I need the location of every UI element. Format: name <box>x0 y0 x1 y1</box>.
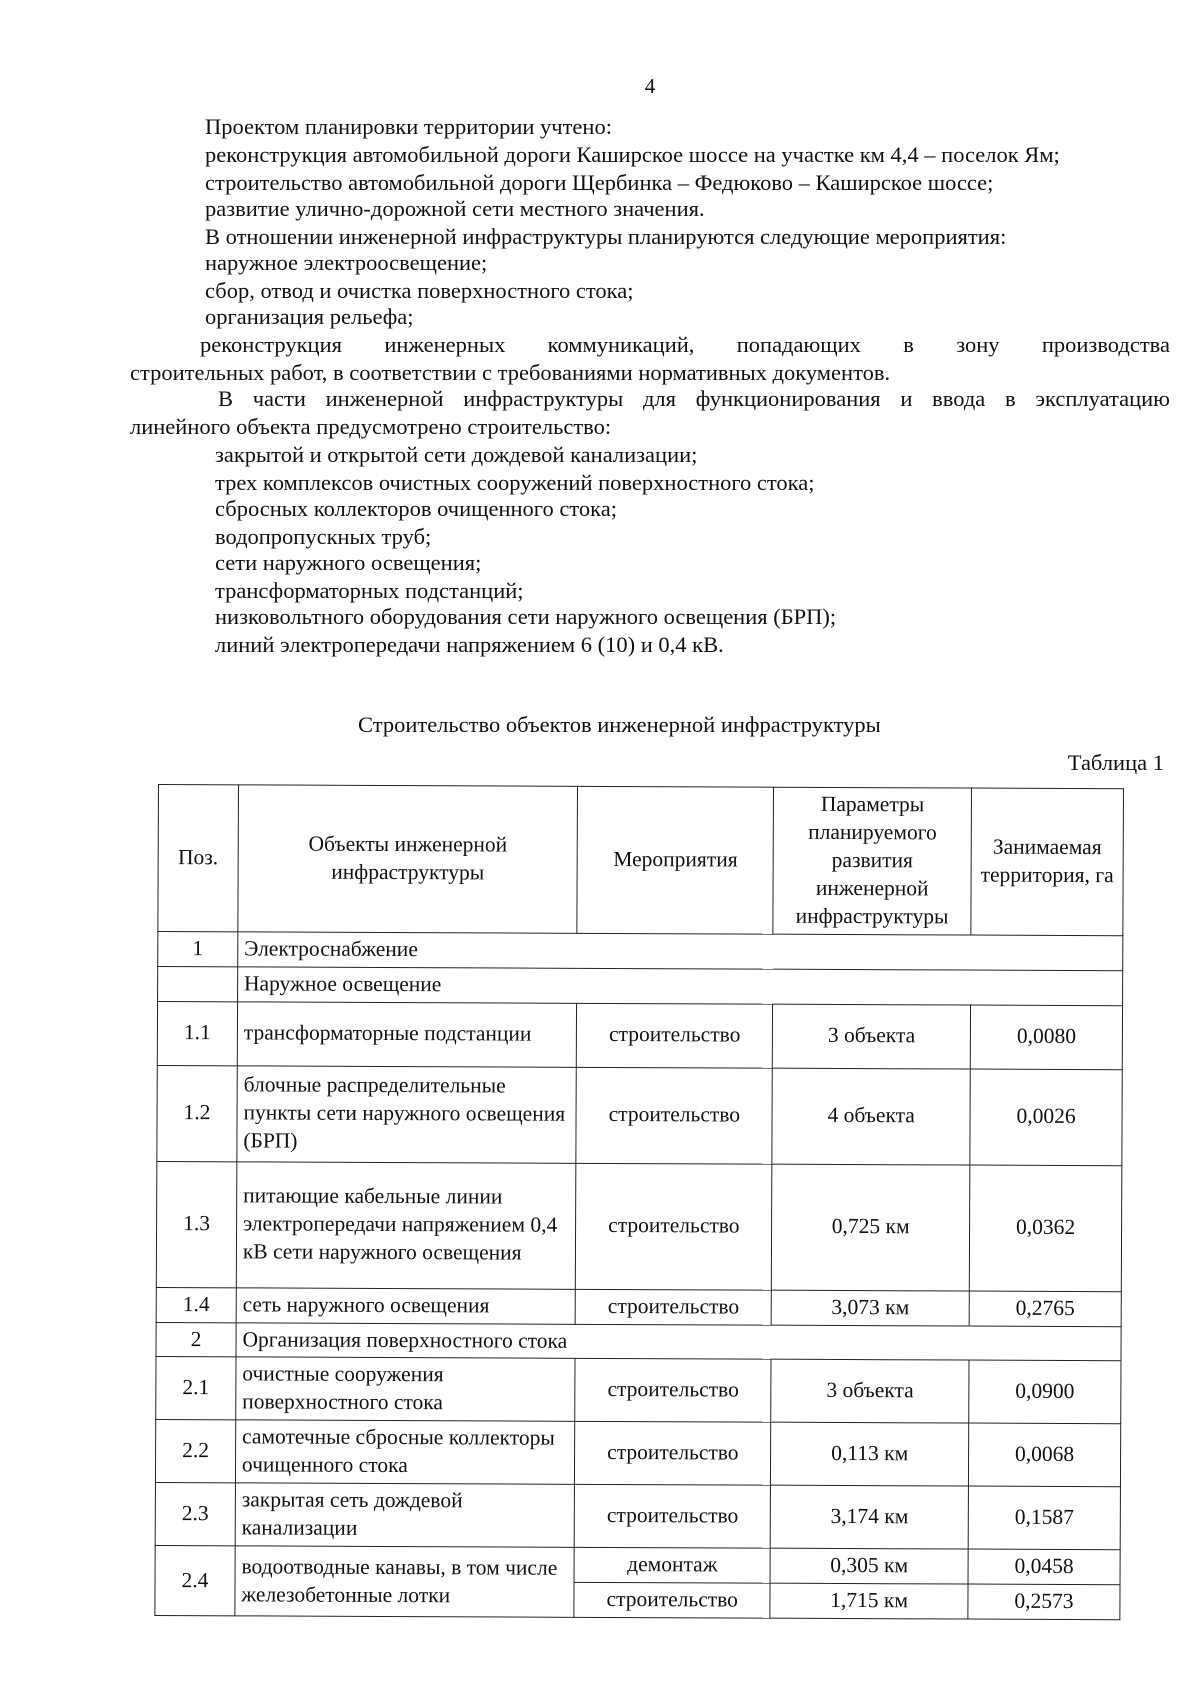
list-item: сети наружного освещения; <box>215 550 482 575</box>
cell-measure: строительство <box>575 1422 771 1486</box>
cell-measure: строительство <box>576 1067 772 1164</box>
table-row <box>155 1546 1120 1585</box>
cell-param: 3 объекта <box>772 1004 970 1069</box>
paragraph-line: линейного объекта предусмотрено строительство: <box>130 414 612 439</box>
word: ввода <box>932 386 986 411</box>
cell-param: 3,073 км <box>771 1290 969 1326</box>
cell-measure: строительство <box>574 1582 770 1618</box>
cell-pos: 2.2 <box>155 1420 235 1483</box>
infrastructure-table <box>154 784 1124 1620</box>
cell-measure: строительство <box>576 1163 772 1290</box>
list-item: сбросных коллекторов очищенного стока; <box>215 496 617 521</box>
paragraph-line: строительство автомобильной дороги Щербинка – Федюково – Каширское шоссе; <box>205 170 994 195</box>
list-item: водопропускных труб; <box>215 524 432 549</box>
section-number: 1 <box>158 931 238 966</box>
cell-pos: 1.3 <box>156 1161 236 1287</box>
list-item: трех комплексов очистных сооружений поверхностного стока; <box>215 470 815 495</box>
paragraph-line: реконструкция автомобильной дороги Каширское шоссе на участке км 4,4 – поселок Ям; <box>205 142 1060 167</box>
cell-object: трансформаторные подстанции <box>237 1001 577 1066</box>
page-number: 4 <box>644 74 656 98</box>
cell-object: водоотводные канавы, в том числе железобетонные лотки <box>235 1546 575 1617</box>
cell-param: 3 объекта <box>771 1360 969 1424</box>
justified-line <box>218 388 1170 411</box>
cell-param: 1,715 км <box>770 1583 968 1619</box>
cell-object: питающие кабельные линии электропередачи напряжением 0,4 кВ сети наружного освещения <box>236 1161 576 1288</box>
word: для <box>642 386 677 411</box>
cell-area: 0,0080 <box>970 1005 1122 1070</box>
cell-object: очистные сооружения поверхностного стока <box>236 1357 576 1421</box>
table-number: Таблица 1 <box>1067 750 1164 775</box>
paragraph-line: сбор, отвод и очистка поверхностного стока; <box>205 278 634 303</box>
word: производства <box>1041 332 1170 357</box>
cell-measure: строительство <box>575 1359 771 1423</box>
cell-area: 0,0068 <box>969 1423 1121 1487</box>
word: коммуникаций, <box>547 332 695 357</box>
header-pos: Поз. <box>158 785 239 932</box>
cell-area: 0,0026 <box>970 1069 1122 1166</box>
section-row <box>158 931 1123 970</box>
subsection-row <box>158 966 1123 1005</box>
word: реконструкция <box>200 332 342 357</box>
header-objects: Объекты инженерной инфраструктуры <box>238 785 578 933</box>
word: попадающих <box>736 332 861 357</box>
empty-cell <box>158 966 238 1001</box>
cell-object: сеть наружного освещения <box>236 1287 576 1323</box>
cell-area: 0,0458 <box>968 1549 1120 1585</box>
cell-pos: 1.2 <box>157 1065 237 1161</box>
table-row <box>155 1483 1120 1550</box>
word: в <box>903 332 914 357</box>
cell-area: 0,0362 <box>969 1165 1121 1292</box>
cell-area: 0,2573 <box>968 1584 1120 1620</box>
cell-object: блочные распределительные пункты сети наружного освещения (БРП) <box>237 1065 577 1162</box>
list-item: закрытой и открытой сети дождевой канализации; <box>215 442 698 467</box>
paragraph-line: развитие улично-дорожной сети местного значения. <box>205 196 705 221</box>
cell-measure: строительство <box>575 1485 771 1549</box>
cell-area: 0,0900 <box>969 1360 1121 1424</box>
cell-measure: демонтаж <box>574 1547 770 1583</box>
table-row <box>157 1001 1122 1069</box>
cell-param: 0,305 км <box>770 1548 968 1584</box>
cell-measure: строительство <box>576 1289 772 1325</box>
cell-param: 4 объекта <box>772 1068 970 1165</box>
justified-line <box>200 334 1170 357</box>
paragraph-line: Проектом планировки территории учтено: <box>205 114 612 139</box>
cell-object: самотечные сбросные коллекторы очищенного стока <box>235 1420 575 1484</box>
cell-param: 0,725 км <box>772 1164 970 1291</box>
word: инженерной <box>325 386 444 411</box>
section-title: Электроснабжение <box>238 932 1123 971</box>
word: В <box>218 386 234 411</box>
section-number: 2 <box>156 1322 236 1357</box>
cell-pos: 2.3 <box>155 1483 235 1546</box>
word: инфраструктуры <box>463 386 624 411</box>
header-area: Занимаемая территория, га <box>971 788 1124 935</box>
subsection-title: Наружное освещение <box>237 966 1122 1005</box>
section-title: Организация поверхностного стока <box>236 1322 1121 1361</box>
table-caption: Строительство объектов инженерной инфраструктуры <box>358 712 881 737</box>
table-row <box>156 1357 1121 1424</box>
paragraph-line: В отношении инженерной инфраструктуры планируются следующие мероприятия: <box>205 224 1007 249</box>
paragraph-line: организация рельефа; <box>205 304 414 329</box>
table-header-row <box>158 785 1124 936</box>
table-row <box>157 1065 1122 1165</box>
table-row <box>156 1287 1121 1326</box>
paragraph-line: строительных работ, в соответствии с требованиями нормативных документов. <box>130 360 891 385</box>
list-item: низковольтного оборудования сети наружного освещения (БРП); <box>215 604 837 629</box>
section-row <box>156 1322 1121 1361</box>
cell-object: закрытая сеть дождевой канализации <box>235 1483 575 1547</box>
cell-param: 0,113 км <box>771 1422 969 1486</box>
list-item: трансформаторных подстанций; <box>215 578 524 603</box>
cell-pos: 2.4 <box>155 1546 235 1616</box>
cell-pos: 2.1 <box>156 1357 236 1420</box>
word: в <box>1004 386 1016 411</box>
table-row <box>155 1420 1120 1487</box>
word: функционирования <box>695 386 881 411</box>
list-item: линий электропередачи напряжением 6 (10) и 0,4 кВ. <box>215 632 724 657</box>
cell-pos: 1.1 <box>157 1001 237 1065</box>
word: инженерных <box>384 332 506 357</box>
cell-param: 3,174 км <box>770 1485 968 1549</box>
word: части <box>252 386 306 411</box>
header-measures: Мероприятия <box>577 786 773 934</box>
cell-area: 0,1587 <box>968 1486 1120 1550</box>
word: зону <box>956 332 1000 357</box>
paragraph-line: наружное электроосвещение; <box>205 250 488 275</box>
cell-area: 0,2765 <box>969 1291 1121 1327</box>
table-row <box>156 1161 1122 1291</box>
word: и <box>900 386 913 411</box>
cell-measure: строительство <box>577 1003 773 1068</box>
header-params: Параметры планируемого развития инженерной инфраструктуры <box>773 787 972 935</box>
word: эксплуатацию <box>1035 386 1170 411</box>
cell-pos: 1.4 <box>156 1287 236 1322</box>
